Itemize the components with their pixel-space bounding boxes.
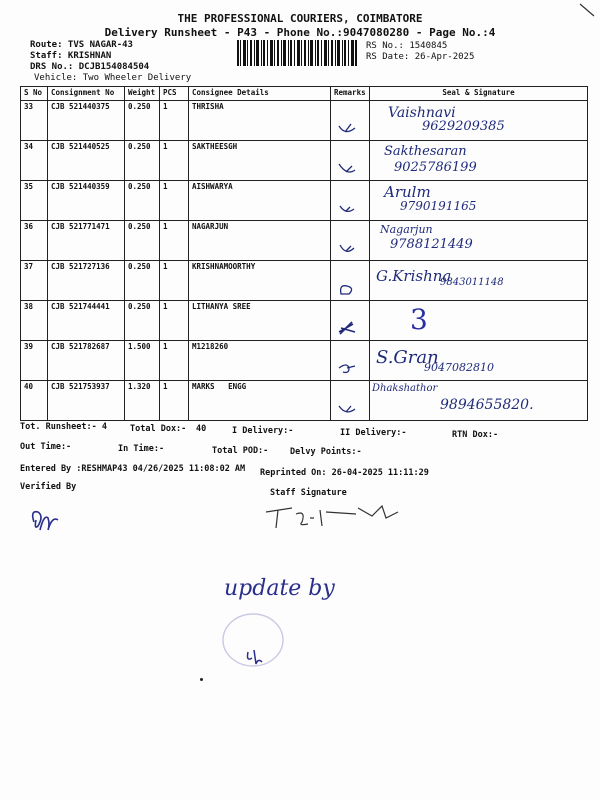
table-header-row	[21, 87, 588, 101]
row-consignee: NAGARJUN	[189, 221, 331, 261]
row-consignee: KRISHNAMOORTHY	[189, 261, 331, 301]
row-consignment: CJB 521744441	[48, 301, 125, 341]
remark-tick-icon	[337, 280, 357, 296]
row-consignment: CJB 521771471	[48, 221, 125, 261]
i-delivery-label: I Delivery:-	[232, 426, 294, 436]
row-signature	[370, 221, 588, 261]
runsheet-table	[20, 86, 588, 421]
col-consignment: Consignment No	[48, 87, 125, 101]
remark-tick-icon	[337, 400, 357, 416]
signature-phone: 9629209385	[422, 119, 505, 134]
rs-date: RS Date: 26-Apr-2025	[366, 52, 475, 62]
row-sno: 33	[21, 101, 48, 141]
row-sno: 39	[21, 341, 48, 381]
row-consignee: SAKTHEESGH	[189, 141, 331, 181]
signature-name: Nagarjun	[380, 223, 433, 236]
row-remarks	[331, 101, 370, 141]
row-consignee: AISHWARYA	[189, 181, 331, 221]
row-remarks	[331, 141, 370, 181]
remark-tick-icon	[337, 240, 357, 256]
entered-by: Entered By :RESHMAP43 04/26/2025 11:08:02 AM	[20, 464, 246, 474]
table-row	[21, 381, 588, 421]
vehicle-label: Vehicle: Two Wheeler Delivery	[34, 73, 192, 83]
row-signature	[370, 101, 588, 141]
row-pcs: 1	[160, 101, 189, 141]
row-sno: 34	[21, 141, 48, 181]
verifier-signature	[28, 500, 68, 534]
in-time-label: In Time:-	[118, 444, 165, 454]
col-weight: Weight	[125, 87, 160, 101]
col-pcs: PCS	[160, 87, 189, 101]
signature-name: 3	[410, 303, 428, 336]
signature-name: Dhakshathor	[372, 383, 438, 394]
col-consignee: Consignee Details	[189, 87, 331, 101]
row-consignee: M1218260	[189, 341, 331, 381]
signature-phone: 9788121449	[390, 237, 473, 252]
row-weight: 0.250	[125, 301, 160, 341]
total-pod-label: Total POD:-	[212, 446, 269, 456]
row-remarks	[331, 181, 370, 221]
row-pcs: 1	[160, 141, 189, 181]
delvy-points-label: Delvy Points:-	[290, 447, 362, 457]
row-consignee: MARKS ENGG	[189, 381, 331, 421]
table-row	[21, 261, 588, 301]
signature-name: S.Gran	[376, 347, 439, 368]
row-weight: 1.500	[125, 341, 160, 381]
row-consignment: CJB 521727136	[48, 261, 125, 301]
signature-phone: 9894655820.	[440, 397, 534, 413]
row-consignment: CJB 521440375	[48, 101, 125, 141]
row-sno: 35	[21, 181, 48, 221]
total-dox-value: 40	[196, 424, 207, 434]
ii-delivery-label: II Delivery:-	[340, 428, 407, 438]
rs-number: RS No.: 1540845	[366, 41, 448, 51]
company-title: THE PROFESSIONAL COURIERS, COIMBATORE	[177, 12, 423, 25]
col-sno: S No	[21, 87, 48, 101]
row-remarks	[331, 381, 370, 421]
signature-phone: 9025786199	[394, 160, 477, 175]
row-consignment: CJB 521440525	[48, 141, 125, 181]
row-signature	[370, 261, 588, 301]
staff-signature-scrawl	[262, 502, 412, 532]
table-row	[21, 101, 588, 141]
remark-scribble-icon	[337, 320, 357, 336]
remark-tick-icon	[337, 360, 357, 376]
row-pcs: 1	[160, 221, 189, 261]
table-row	[21, 141, 588, 181]
signature-name: Sakthesaran	[384, 144, 467, 159]
row-weight: 1.320	[125, 381, 160, 421]
table-row	[21, 181, 588, 221]
row-weight: 0.250	[125, 101, 160, 141]
signature-name: G.Krishna	[376, 267, 452, 285]
row-weight: 0.250	[125, 261, 160, 301]
signature-name: Vaishnavi	[388, 105, 456, 121]
verified-by-label: Verified By	[20, 482, 77, 492]
row-sno: 40	[21, 381, 48, 421]
row-signature	[370, 381, 588, 421]
col-signature: Seal & Signature	[370, 87, 588, 101]
row-pcs: 1	[160, 301, 189, 341]
row-consignment: CJB 521782687	[48, 341, 125, 381]
ink-dot	[200, 678, 203, 681]
row-remarks	[331, 301, 370, 341]
signature-phone: 9047082810	[424, 361, 494, 374]
row-remarks	[331, 341, 370, 381]
row-remarks	[331, 261, 370, 301]
col-remarks: Remarks	[331, 87, 370, 101]
row-consignee: THRISHA	[189, 101, 331, 141]
row-sno: 38	[21, 301, 48, 341]
table-row	[21, 341, 588, 381]
row-pcs: 1	[160, 261, 189, 301]
row-signature	[370, 181, 588, 221]
signature-name: Arulm	[384, 183, 431, 201]
route-label: Route: TVS NAGAR-43	[30, 40, 133, 50]
remark-tick-icon	[337, 120, 357, 136]
row-weight: 0.250	[125, 181, 160, 221]
row-pcs: 1	[160, 181, 189, 221]
row-signature	[370, 341, 588, 381]
row-sno: 36	[21, 221, 48, 261]
staff-label: Staff: KRISHNAN	[30, 51, 112, 61]
signature-phone: 9843011148	[440, 277, 504, 288]
row-sno: 37	[21, 261, 48, 301]
row-pcs: 1	[160, 341, 189, 381]
out-time-label: Out Time:-	[20, 442, 72, 452]
row-weight: 0.250	[125, 141, 160, 181]
corner-mark	[560, 0, 600, 40]
row-consignment: CJB 521440359	[48, 181, 125, 221]
row-consignee: LITHANYA SREE	[189, 301, 331, 341]
barcode	[237, 40, 357, 66]
row-signature	[370, 141, 588, 181]
tot-runsheet: Tot. Runsheet:- 4	[20, 422, 107, 432]
handwritten-update-note: update by	[224, 576, 335, 601]
table-row	[21, 221, 588, 261]
remark-tick-icon	[337, 160, 357, 176]
total-dox-label: Total Dox:-	[130, 424, 187, 434]
runsheet-subtitle: Delivery Runsheet - P43 - Phone No.:9047080280 - Page No.:4	[104, 26, 496, 39]
drs-number: DRS No.: DCJB154084504	[30, 62, 150, 72]
rtn-dox-label: RTN Dox:-	[452, 430, 499, 440]
faint-stamp	[218, 610, 288, 672]
row-weight: 0.250	[125, 221, 160, 261]
reprinted-on: Reprinted On: 26-04-2025 11:11:29	[260, 468, 429, 478]
remark-tick-icon	[337, 200, 357, 216]
table-row	[21, 301, 588, 341]
signature-phone: 9790191165	[400, 199, 477, 213]
row-consignment: CJB 521753937	[48, 381, 125, 421]
row-remarks	[331, 221, 370, 261]
row-pcs: 1	[160, 381, 189, 421]
staff-signature-label: Staff Signature	[270, 488, 347, 498]
row-signature	[370, 301, 588, 341]
